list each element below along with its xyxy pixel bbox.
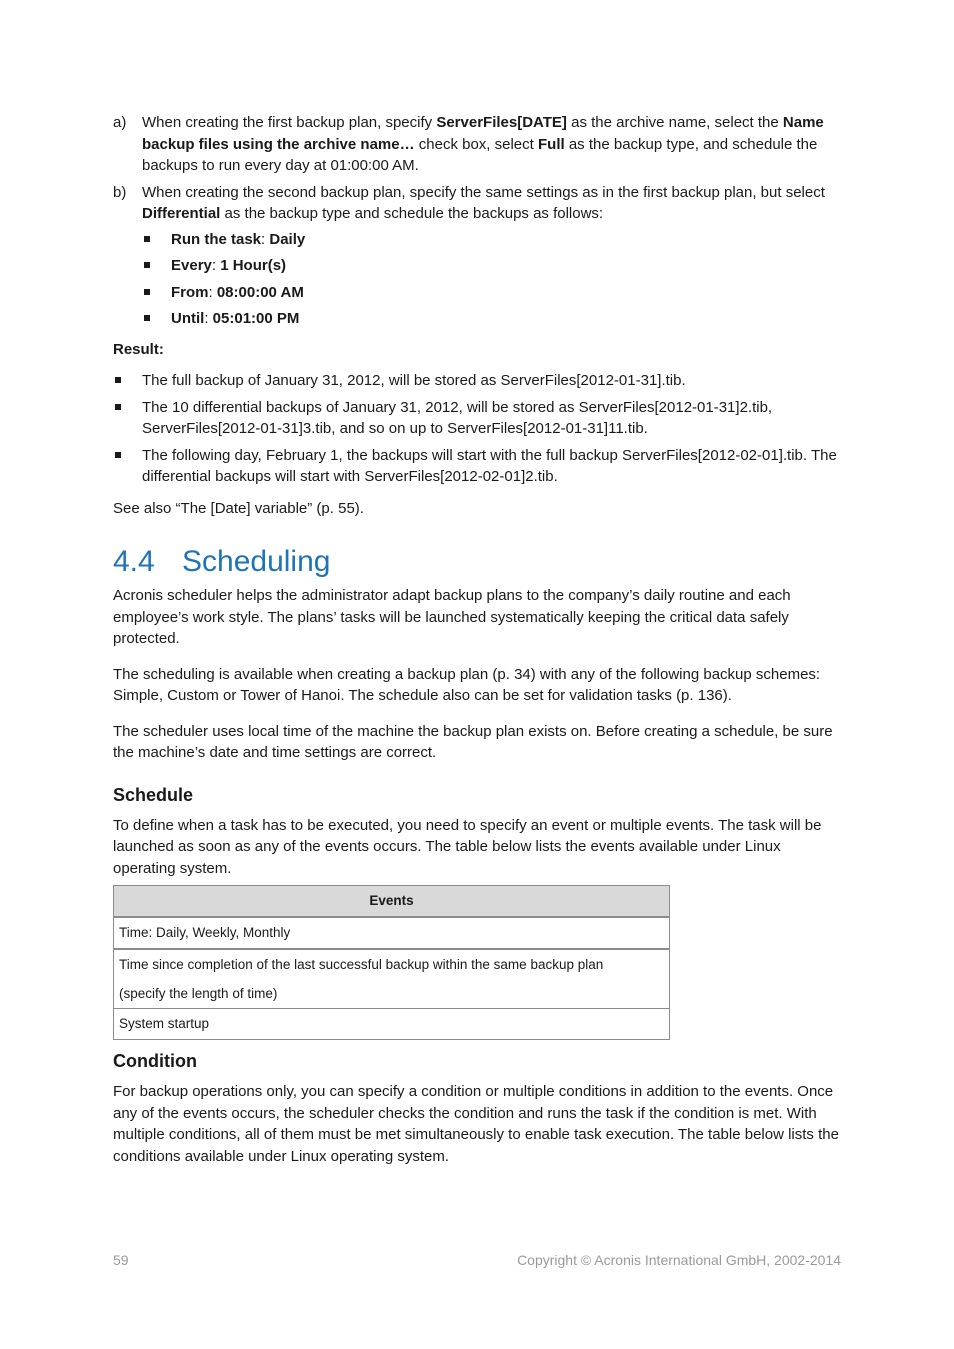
bullet-icon <box>115 377 121 383</box>
table-header: Events <box>114 886 670 918</box>
bullet-icon <box>144 289 150 295</box>
section-title: Scheduling <box>182 545 331 578</box>
events-table <box>113 885 670 1040</box>
bullet-icon <box>115 404 121 410</box>
setting-item: Run the task: Daily <box>142 229 841 251</box>
intro-paragraph: The scheduling is available when creating a backup plan (p. 34) with any of the following backup schemes: Simple, Custom or Tower of Hanoi. The schedule also can be set for validation tasks (p. 136). <box>113 665 821 704</box>
setting-item: From: 08:00:00 AM <box>142 282 841 304</box>
copyright: Copyright © Acronis International GmbH, 2002-2014 <box>517 1252 841 1268</box>
result-label: Result: <box>113 340 164 358</box>
step-b: b) When creating the second backup plan, specify the same settings as in the first backup plan, but select Differential as the backup type and schedule the backups as follows: Run the task: Daily Every: 1 Hour(s) From: 08:00:00 AM Until: 05:01:00 PM <box>113 182 841 330</box>
schedule-paragraph: To define when a task has to be executed, you need to specify an event or multiple events. The task will be launched as soon as any of the events occurs. The table below lists the events available under Linux operating system. <box>113 816 822 877</box>
condition-heading: Condition <box>113 1051 197 1071</box>
see-also-link[interactable]: See also “The [Date] variable” (p. 55). <box>113 499 364 517</box>
results-list <box>113 370 841 488</box>
intro-paragraph: The scheduler uses local time of the machine the backup plan exists on. Before creating a schedule, be sure the machine’s date and time settings are correct. <box>113 722 833 761</box>
step-marker: b) <box>113 183 127 201</box>
result-item: The full backup of January 31, 2012, will be stored as ServerFiles[2012-01-31].tib. <box>113 370 841 392</box>
page-content <box>113 112 841 1181</box>
section-number: 4.4 <box>113 545 155 578</box>
intro-paragraph: Acronis scheduler helps the administrator adapt backup plans to the company’s daily routine and each employee’s work style. The plans’ tasks will be launched systematically keeping the critical data safely protected. <box>113 587 791 647</box>
result-item: The following day, February 1, the backups will start with the full backup ServerFiles[2012-02-01].tib. The differential backups will start with ServerFiles[2012-02-01]2.tib. <box>113 445 841 488</box>
condition-paragraph: For backup operations only, you can specify a condition or multiple conditions in addition to the events. Once any of the events occurs, the scheduler checks the condition and runs the task if the condition is met. With multiple conditions, all of them must be met simultaneously to enable task execution. The table below lists the conditions available under Linux operating system. <box>113 1083 839 1165</box>
setting-item: Until: 05:01:00 PM <box>142 308 841 330</box>
schedule-settings-list <box>142 229 841 330</box>
table-row: Time since completion of the last successful backup within the same backup plan (specify the length of time) <box>114 949 670 1009</box>
bullet-icon <box>144 236 150 242</box>
table-row: Time: Daily, Weekly, Monthly <box>114 917 670 949</box>
page-footer <box>113 1250 841 1272</box>
bullet-icon <box>115 452 121 458</box>
page-number: 59 <box>113 1252 129 1268</box>
step-a: a) When creating the first backup plan, specify ServerFiles[DATE] as the archive name, select the Name backup files using the archive name… check box, select Full as the backup type, and schedule the backups to run every day at 01:00:00 AM. <box>113 114 824 174</box>
bullet-icon <box>144 262 150 268</box>
setting-item: Every: 1 Hour(s) <box>142 255 841 277</box>
schedule-heading: Schedule <box>113 784 194 805</box>
table-row: System startup <box>114 1009 670 1040</box>
result-item: The 10 differential backups of January 31, 2012, will be stored as ServerFiles[2012-01-31]2.tib, ServerFiles[2012-01-31]3.tib, and so on up to ServerFiles[2012-01-31]11.tib. <box>113 397 841 440</box>
bullet-icon <box>144 315 150 321</box>
steps-list <box>113 112 841 330</box>
section-heading <box>113 545 841 579</box>
step-marker: a) <box>113 114 127 131</box>
